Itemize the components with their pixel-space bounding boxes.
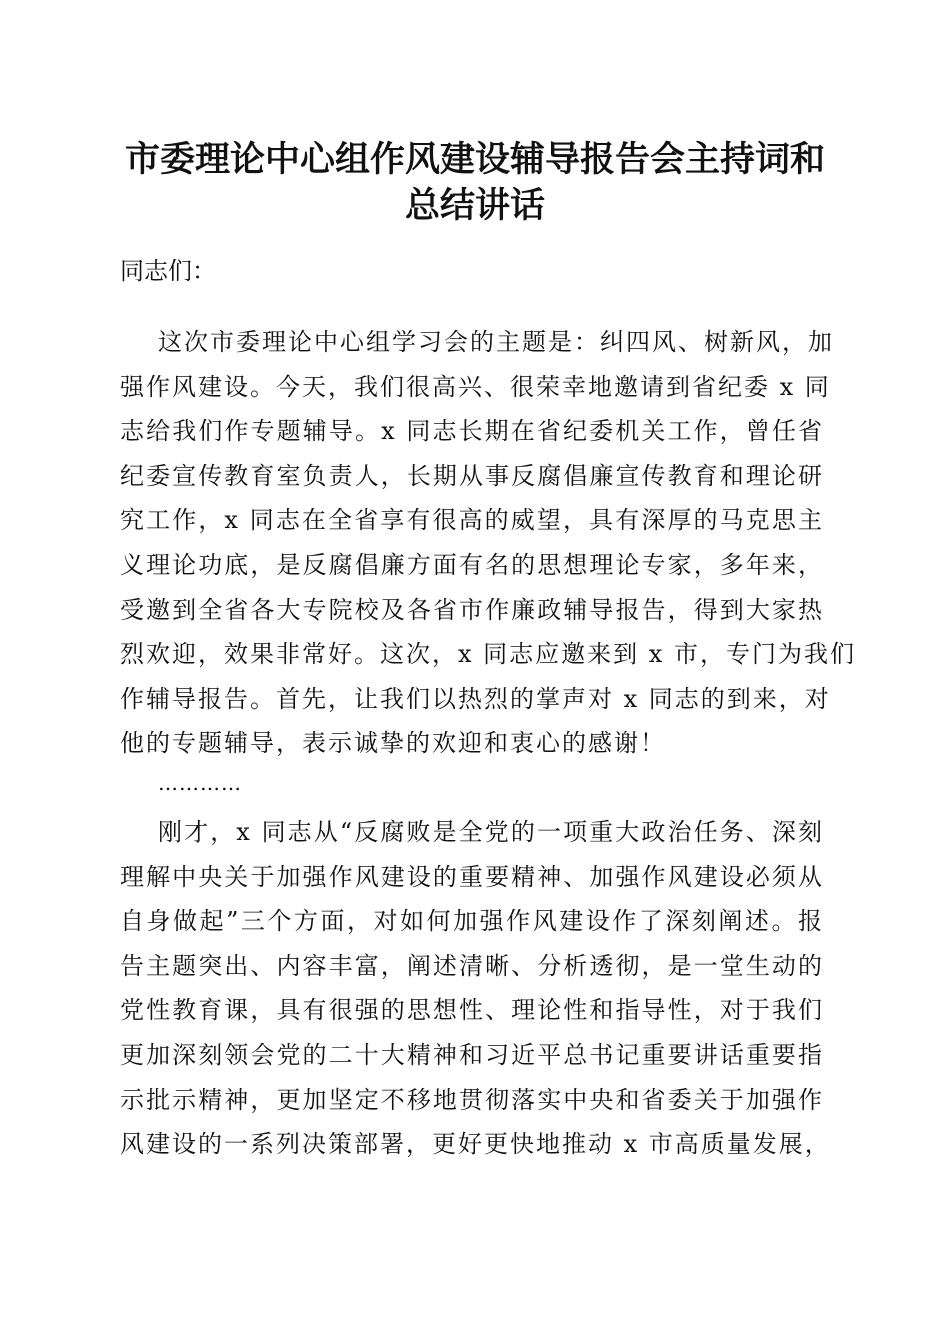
document-title [0,137,950,229]
paragraph-summary [120,810,831,1167]
text-line: 理解中央关于加强作风建设的重要精神、加强作风建设必须从 [120,862,824,891]
text-line: 义理论功底，是反腐倡廉方面有名的思想理论专家，多年来， [120,550,824,579]
text-line: 志给我们作专题辅导。x 同志长期在省纪委机关工作，曾任省 [120,417,824,446]
text-line: 纪委宣传教育室负责人，长期从事反腐倡廉宣传教育和理论研 [120,461,824,490]
text-line: 强作风建设。今天，我们很高兴、很荣幸地邀请到省纪委 x 同 [120,372,831,401]
greeting: 同志们： [120,257,216,285]
text-line: 刚才，x 同志从“反腐败是全党的一项重大政治任务、深刻 [158,818,824,846]
text-line: 这次市委理论中心组学习会的主题是：纠四风、树新风，加 [158,328,834,356]
text-line: 作辅导报告。首先，让我们以热烈的掌声对 x 同志的到来，对 [120,684,831,713]
text-line: 党性教育课，具有很强的思想性、理论性和指导性，对于我们 [120,996,824,1025]
text-line: 更加深刻领会党的二十大精神和习近平总书记重要讲话重要指 [120,1040,824,1069]
text-line: 风建设的一系列决策部署，更好更快地推动 x 市高质量发展， [120,1130,831,1159]
text-line: 告主题突出、内容丰富，阐述清晰、分析透彻，是一堂生动的 [120,951,824,980]
text-line: 究工作，x 同志在全省享有很高的威望，具有深厚的马克思主 [120,506,824,535]
text-line: 受邀到全省各大专院校及各省市作廉政辅导报告，得到大家热 [120,595,824,624]
text-line: 自身做起”三个方面，对如何加强作风建设作了深刻阐述。报 [120,907,824,936]
text-line: 示批示精神，更加坚定不移地贯彻落实中央和省委关于加强作 [120,1085,824,1114]
ellipsis: ………… [158,771,242,795]
title-line: 总结讲话 [404,185,545,226]
text-line: 他的专题辅导，表示诚挚的欢迎和衷心的感谢！ [120,729,666,758]
text-line: 烈欢迎，效果非常好。这次，x 同志应邀来到 x 市，专门为我们 [120,640,856,669]
title-line: 市委理论中心组作风建设辅导报告会主持词和 [124,139,825,180]
paragraph-intro [120,320,856,766]
